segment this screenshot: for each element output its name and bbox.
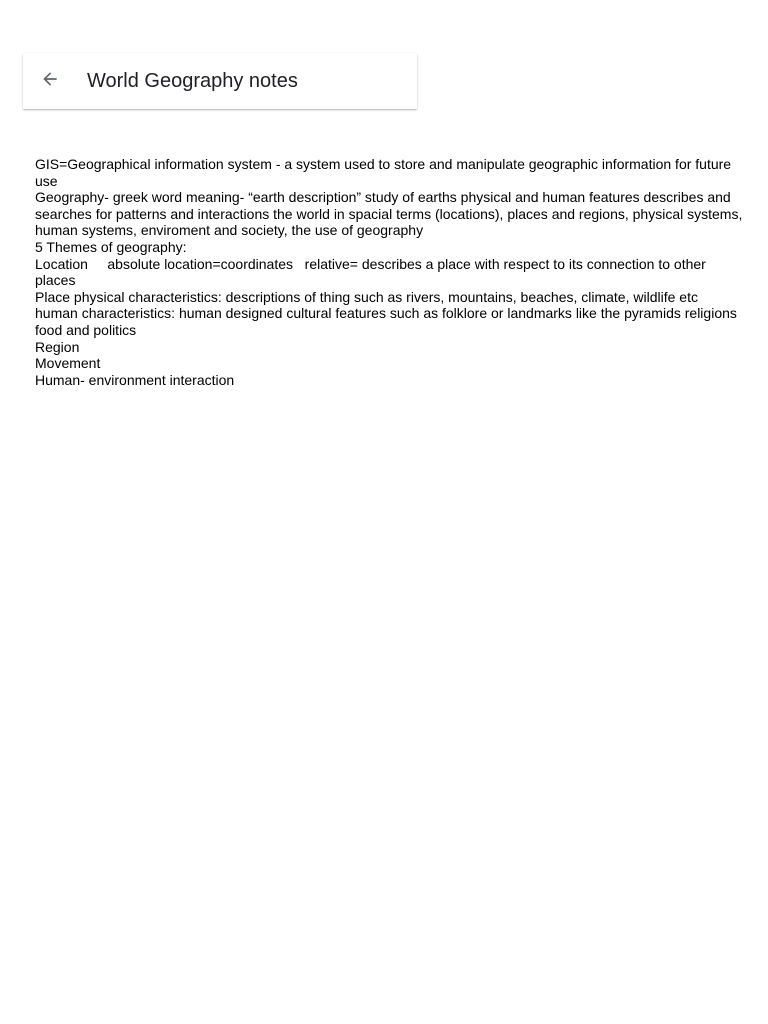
arrow-back-icon xyxy=(40,69,60,94)
note-line-gis: GIS=Geographical information system - a system used to store and manipulate geographic information for future use xyxy=(35,156,735,189)
note-line-place: Place physical characteristics: descriptions of thing such as rivers, mountains, beaches, climate, wildlife etc human characteristics: human designed cultural features such as folklore or landmarks like the pyramids religions food and politics xyxy=(35,288,741,338)
note-line-themes-heading: 5 Themes of geography: xyxy=(35,238,187,255)
document-title: World Geography notes xyxy=(87,70,298,92)
note-line-human-environment: Human- environment interaction xyxy=(35,371,235,388)
note-line-movement: Movement xyxy=(35,355,101,372)
doc-header xyxy=(23,53,417,109)
note-line-geography-definition: Geography- greek word meaning- “earth description” study of earths physical and human features describes and searches for patterns and interactions the world in spacial terms (locations), places and regions, physical systems, human systems, enviroment and society, the use of geography xyxy=(35,189,747,239)
note-line-region: Region xyxy=(35,338,80,355)
note-content xyxy=(35,156,745,388)
note-line-location: Location absolute location=coordinates relative= describes a place with respect to its connection to other places xyxy=(35,255,710,289)
back-button[interactable] xyxy=(38,69,62,93)
